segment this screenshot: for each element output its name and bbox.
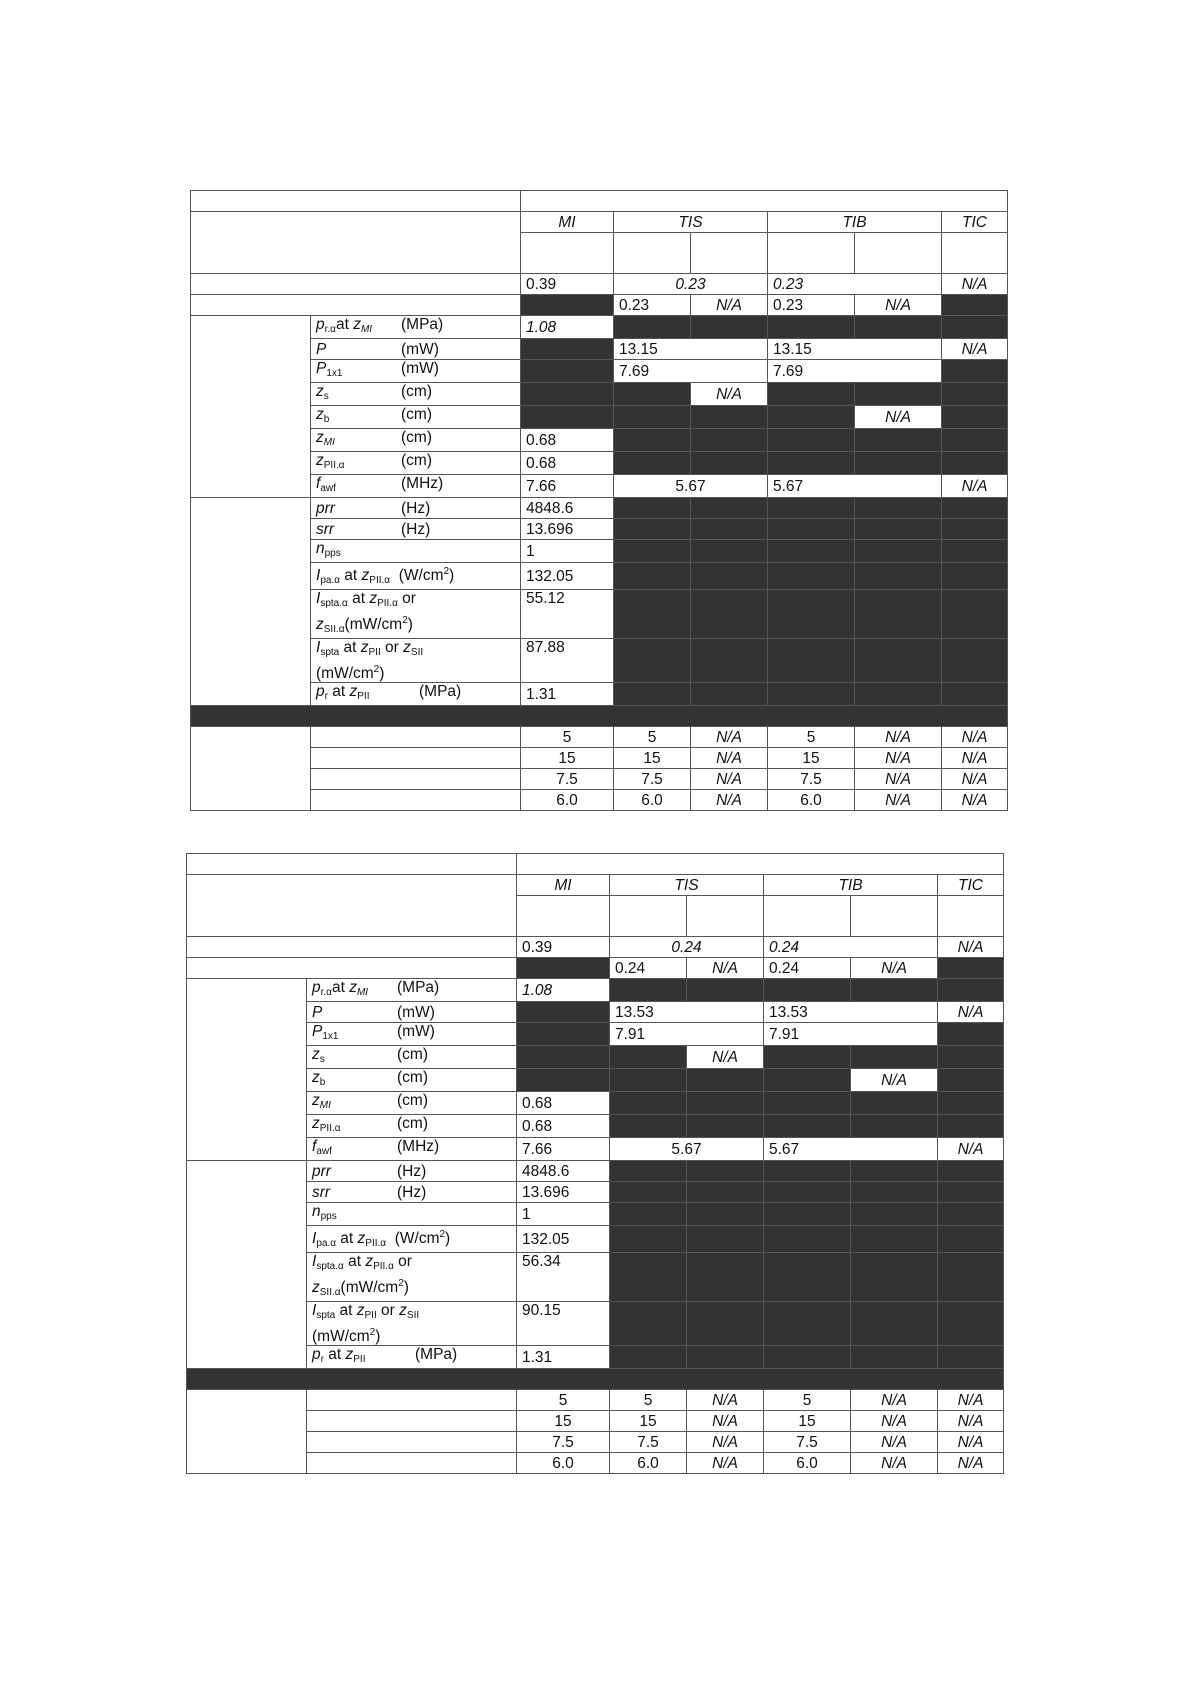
fawf-tic-value: N/A <box>938 1138 1004 1161</box>
power-tic-value: N/A <box>938 1002 1004 1023</box>
ispta-row <box>187 1302 1004 1346</box>
p1x1-label: $P_{1x1}$ (mW) <box>311 360 521 383</box>
zb-label: $z_b$ (cm) <box>307 1069 517 1092</box>
table-cell: 7.5 <box>764 1432 851 1453</box>
zs-value: N/A <box>691 383 768 406</box>
prr-value: 4848.6 <box>517 1161 610 1182</box>
zb-value: N/A <box>855 406 942 429</box>
unit-label: (mW) <box>401 340 439 358</box>
power-tib-value: 13.53 <box>764 1002 938 1023</box>
component-row <box>187 958 1004 979</box>
pr-pii-value: 1.31 <box>517 1346 610 1369</box>
table-cell: 5 <box>768 727 855 748</box>
table-cell: 5 <box>764 1390 851 1411</box>
table-cell: N/A <box>855 769 942 790</box>
unit-label: (mW) <box>397 1003 435 1021</box>
fawf-tib-value: 5.67 <box>768 475 942 498</box>
power-row <box>187 1002 1004 1023</box>
unit-label: (cm) <box>397 1046 428 1063</box>
ipa-row <box>187 1226 1004 1253</box>
zmi-value: 0.68 <box>517 1092 610 1115</box>
table-cell: 15 <box>764 1411 851 1432</box>
acoustic-output-table-2 <box>186 853 1004 1474</box>
table-cell: 15 <box>521 748 614 769</box>
table-cell: 15 <box>610 1411 687 1432</box>
zs-label: $z_s$ (cm) <box>311 383 521 406</box>
zmi-row <box>187 1092 1004 1115</box>
table-cell: N/A <box>851 1432 938 1453</box>
table-cell: 6.0 <box>614 790 691 811</box>
pr-mi-value: 1.08 <box>517 979 610 1002</box>
table-cell: N/A <box>691 727 768 748</box>
table-cell: N/A <box>687 1453 764 1474</box>
ispta-alpha-label: $I_{spta.\alpha}$ at $z_{PII.\alpha}$ or $z_{SII.\alpha}(mW/cm^2)$ <box>307 1253 517 1302</box>
max-tis-value: 0.23 <box>614 274 768 295</box>
zpii-value: 0.68 <box>521 452 614 475</box>
tib-scan-value: 0.24 <box>764 958 851 979</box>
table-cell: 7.5 <box>517 1432 610 1453</box>
ispta-row <box>191 639 1008 683</box>
table-cell: N/A <box>691 748 768 769</box>
table-cell: 5 <box>521 727 614 748</box>
pr-pii-label: $p_r$ at $z_{PII}$ (MPa) <box>307 1346 517 1369</box>
table-cell: 6.0 <box>521 790 614 811</box>
control-row <box>191 727 1008 748</box>
srr-value: 13.696 <box>517 1182 610 1203</box>
p1x1-tis-value: 7.91 <box>610 1023 764 1046</box>
zpii-row <box>191 452 1008 475</box>
npps-label: $n_{pps}$ <box>307 1203 517 1226</box>
power-tic-value: N/A <box>942 339 1008 360</box>
acoustic-output-table-1 <box>190 190 1008 811</box>
acoustic-parameter-group <box>191 316 311 498</box>
table-title-row <box>187 854 1004 875</box>
fawf-label: $f_{awf}$ (MHz) <box>311 475 521 498</box>
table-cell: 15 <box>517 1411 610 1432</box>
zs-row <box>191 383 1008 406</box>
table-cell: (mW/cm <box>344 616 403 633</box>
unit-label: (MPa) <box>401 316 444 333</box>
pr-row <box>191 316 1008 339</box>
unit-label: (cm) <box>397 1069 428 1086</box>
pr-row <box>187 979 1004 1002</box>
power-tib-value: 13.15 <box>768 339 942 360</box>
npps-row <box>191 540 1008 563</box>
tis-scan-value: 0.23 <box>614 295 691 316</box>
unit-label: (cm) <box>401 429 432 446</box>
index-header-row <box>191 212 1008 233</box>
tis-header: TIS <box>610 875 764 896</box>
control-row <box>191 748 1008 769</box>
table-cell: N/A <box>942 769 1008 790</box>
zmi-label: $z_{MI}$ (cm) <box>307 1092 517 1115</box>
unit-label: (cm) <box>397 1115 428 1132</box>
table-title-row <box>191 191 1008 212</box>
unit-label: (mW) <box>397 1023 435 1040</box>
fawf-mi-value: 7.66 <box>517 1138 610 1161</box>
table-cell: (W/cm <box>398 567 444 584</box>
separator-row <box>191 706 1008 727</box>
ispta-value: 87.88 <box>521 639 614 683</box>
fawf-tis-value: 5.67 <box>614 475 768 498</box>
unit-label: (MHz) <box>401 475 444 492</box>
fawf-tic-value: N/A <box>942 475 1008 498</box>
power-row <box>191 339 1008 360</box>
prr-row <box>191 498 1008 519</box>
table-cell: N/A <box>687 1432 764 1453</box>
table-cell: 7.5 <box>521 769 614 790</box>
pr-label: $p_{r.\alpha}at$ $z_{MI}$ (MPa) <box>311 316 521 339</box>
ispta-value: 90.15 <box>517 1302 610 1346</box>
p1x1-row <box>187 1023 1004 1046</box>
control-row <box>187 1432 1004 1453</box>
tis-header: TIS <box>614 212 768 233</box>
control-row <box>191 769 1008 790</box>
srr-label: srr (Hz) <box>307 1182 517 1203</box>
power-tis-value: 13.15 <box>614 339 768 360</box>
table-cell: N/A <box>687 1411 764 1432</box>
ispta-alpha-value: 55.12 <box>521 590 614 639</box>
unit-label: (MPa) <box>415 1346 458 1363</box>
tib-header: TIB <box>764 875 938 896</box>
acoustic-parameter-group <box>187 979 307 1161</box>
fawf-label: $f_{awf}$ (MHz) <box>307 1138 517 1161</box>
separator-row <box>187 1369 1004 1390</box>
ispta-alpha-label: $I_{spta.\alpha}$ at $z_{PII.\alpha}$ or $z_{SII.\alpha}(mW/cm^2)$ <box>311 590 521 639</box>
ipa-row <box>191 563 1008 590</box>
unit-label: (Hz) <box>401 499 431 517</box>
ipa-label: $I_{pa.\alpha}$ at $z_{PII.\alpha}$ $(W/cm^2)$ <box>311 563 521 590</box>
table-cell: 6.0 <box>517 1453 610 1474</box>
power-tis-value: 13.53 <box>610 1002 764 1023</box>
table-cell: (mW/cm <box>316 665 374 682</box>
table-cell: 6.0 <box>610 1453 687 1474</box>
table-cell: N/A <box>851 1411 938 1432</box>
index-header-row <box>187 875 1004 896</box>
table-cell: N/A <box>942 727 1008 748</box>
zb-row <box>191 406 1008 429</box>
zs-label: $z_s$ (cm) <box>307 1046 517 1069</box>
table-cell: N/A <box>691 790 768 811</box>
operating-control-group <box>191 727 311 811</box>
srr-label: srr (Hz) <box>311 519 521 540</box>
table-cell: N/A <box>938 1411 1004 1432</box>
zs-row <box>187 1046 1004 1069</box>
unit-label: (cm) <box>401 452 432 469</box>
max-mi-value: 0.39 <box>517 937 610 958</box>
table-cell: N/A <box>855 727 942 748</box>
srr-row <box>187 1182 1004 1203</box>
zmi-row <box>191 429 1008 452</box>
operating-control-group <box>187 1390 307 1474</box>
p1x1-row <box>191 360 1008 383</box>
other-information-group <box>187 1161 307 1369</box>
table-cell: N/A <box>938 1432 1004 1453</box>
pr-pii-row <box>191 683 1008 706</box>
other-information-group <box>191 498 311 706</box>
pr-label: $p_{r.\alpha}at$ $z_{MI}$ (MPa) <box>307 979 517 1002</box>
ispta-alpha-value: 56.34 <box>517 1253 610 1302</box>
table-cell: 15 <box>768 748 855 769</box>
table-cell: N/A <box>851 1390 938 1411</box>
prr-row <box>187 1161 1004 1182</box>
max-tis-value: 0.24 <box>610 937 764 958</box>
unit-label: (MHz) <box>397 1138 440 1155</box>
tic-header: TIC <box>938 875 1004 896</box>
table-cell: 6.0 <box>764 1453 851 1474</box>
tib-scan-value: 0.23 <box>768 295 855 316</box>
table-cell: 5 <box>517 1390 610 1411</box>
p1x1-tib-value: 7.69 <box>768 360 942 383</box>
unit-label: (Hz) <box>397 1183 427 1201</box>
power-label: P (mW) <box>311 339 521 360</box>
table-cell: N/A <box>942 790 1008 811</box>
table-cell: N/A <box>687 1390 764 1411</box>
ipa-label: $I_{pa.\alpha}$ at $z_{PII.\alpha}$ $(W/cm^2)$ <box>307 1226 517 1253</box>
table-cell: 7.5 <box>614 769 691 790</box>
control-row <box>187 1453 1004 1474</box>
table-cell: (W/cm <box>394 1230 440 1247</box>
p1x1-tis-value: 7.69 <box>614 360 768 383</box>
fawf-row <box>191 475 1008 498</box>
pr-pii-label: $p_r$ at $z_{PII}$ (MPa) <box>311 683 521 706</box>
zmi-value: 0.68 <box>521 429 614 452</box>
table-cell: 7.5 <box>768 769 855 790</box>
tis-unscan-value: N/A <box>691 295 768 316</box>
zpii-row <box>187 1115 1004 1138</box>
table-cell: N/A <box>855 748 942 769</box>
zs-value: N/A <box>687 1046 764 1069</box>
fawf-mi-value: 7.66 <box>521 475 614 498</box>
npps-label: $n_{pps}$ <box>311 540 521 563</box>
table-cell: N/A <box>938 1390 1004 1411</box>
pr-pii-value: 1.31 <box>521 683 614 706</box>
mi-header: MI <box>521 212 614 233</box>
table-cell: N/A <box>691 769 768 790</box>
max-tic-value: N/A <box>942 274 1008 295</box>
unit-label: (Hz) <box>401 520 431 538</box>
tic-header: TIC <box>942 212 1008 233</box>
zmi-label: $z_{MI}$ (cm) <box>311 429 521 452</box>
tib-unscan-value: N/A <box>851 958 938 979</box>
table-cell: 15 <box>614 748 691 769</box>
unit-label: (cm) <box>401 383 432 400</box>
npps-value: 1 <box>517 1203 610 1226</box>
tib-unscan-value: N/A <box>855 295 942 316</box>
mi-header: MI <box>517 875 610 896</box>
max-tib-value: 0.23 <box>768 274 942 295</box>
table-cell: 5 <box>610 1390 687 1411</box>
max-index-row <box>187 937 1004 958</box>
unit-label: (Hz) <box>397 1162 427 1180</box>
tib-header: TIB <box>768 212 942 233</box>
zpii-label: $z_{PII.\alpha}$ (cm) <box>311 452 521 475</box>
max-index-row <box>191 274 1008 295</box>
fawf-row <box>187 1138 1004 1161</box>
unit-label: (MPa) <box>397 979 440 996</box>
max-tib-value: 0.24 <box>764 937 938 958</box>
fawf-tib-value: 5.67 <box>764 1138 938 1161</box>
table-cell: 7.5 <box>610 1432 687 1453</box>
pr-pii-row <box>187 1346 1004 1369</box>
control-row <box>187 1390 1004 1411</box>
table-cell: (mW/cm <box>312 1328 370 1345</box>
npps-row <box>187 1203 1004 1226</box>
ispta-label: $I_{spta}$ at $z_{PII}$ or $z_{SII}$ $(mW/cm^2)$ <box>307 1302 517 1346</box>
unit-label: (mW) <box>401 360 439 377</box>
zpii-value: 0.68 <box>517 1115 610 1138</box>
zb-row <box>187 1069 1004 1092</box>
srr-value: 13.696 <box>521 519 614 540</box>
table-cell: N/A <box>938 1453 1004 1474</box>
max-mi-value: 0.39 <box>521 274 614 295</box>
fawf-tis-value: 5.67 <box>610 1138 764 1161</box>
ipa-value: 132.05 <box>517 1226 610 1253</box>
table-cell: N/A <box>851 1453 938 1474</box>
table-cell: (mW/cm <box>340 1279 399 1296</box>
unit-label: (cm) <box>401 406 432 423</box>
prr-label: prr (Hz) <box>307 1161 517 1182</box>
table-cell: N/A <box>942 748 1008 769</box>
control-row <box>191 790 1008 811</box>
control-row <box>187 1411 1004 1432</box>
ispta-alpha-row <box>187 1253 1004 1302</box>
srr-row <box>191 519 1008 540</box>
prr-value: 4848.6 <box>521 498 614 519</box>
ispta-label: $I_{spta}$ at $z_{PII}$ or $z_{SII}$ $(mW/cm^2)$ <box>311 639 521 683</box>
table-cell: 5 <box>614 727 691 748</box>
pr-mi-value: 1.08 <box>521 316 614 339</box>
prr-label: prr (Hz) <box>311 498 521 519</box>
tis-unscan-value: N/A <box>687 958 764 979</box>
component-row <box>191 295 1008 316</box>
power-label: P (mW) <box>307 1002 517 1023</box>
zb-label: $z_b$ (cm) <box>311 406 521 429</box>
ispta-alpha-row <box>191 590 1008 639</box>
unit-label: (cm) <box>397 1092 428 1109</box>
zpii-label: $z_{PII.\alpha}$ (cm) <box>307 1115 517 1138</box>
table-cell: 6.0 <box>768 790 855 811</box>
ipa-value: 132.05 <box>521 563 614 590</box>
table-cell: N/A <box>855 790 942 811</box>
npps-value: 1 <box>521 540 614 563</box>
tis-scan-value: 0.24 <box>610 958 687 979</box>
max-tic-value: N/A <box>938 937 1004 958</box>
unit-label: (MPa) <box>419 683 462 700</box>
p1x1-label: $P_{1x1}$ (mW) <box>307 1023 517 1046</box>
zb-value: N/A <box>851 1069 938 1092</box>
p1x1-tib-value: 7.91 <box>764 1023 938 1046</box>
